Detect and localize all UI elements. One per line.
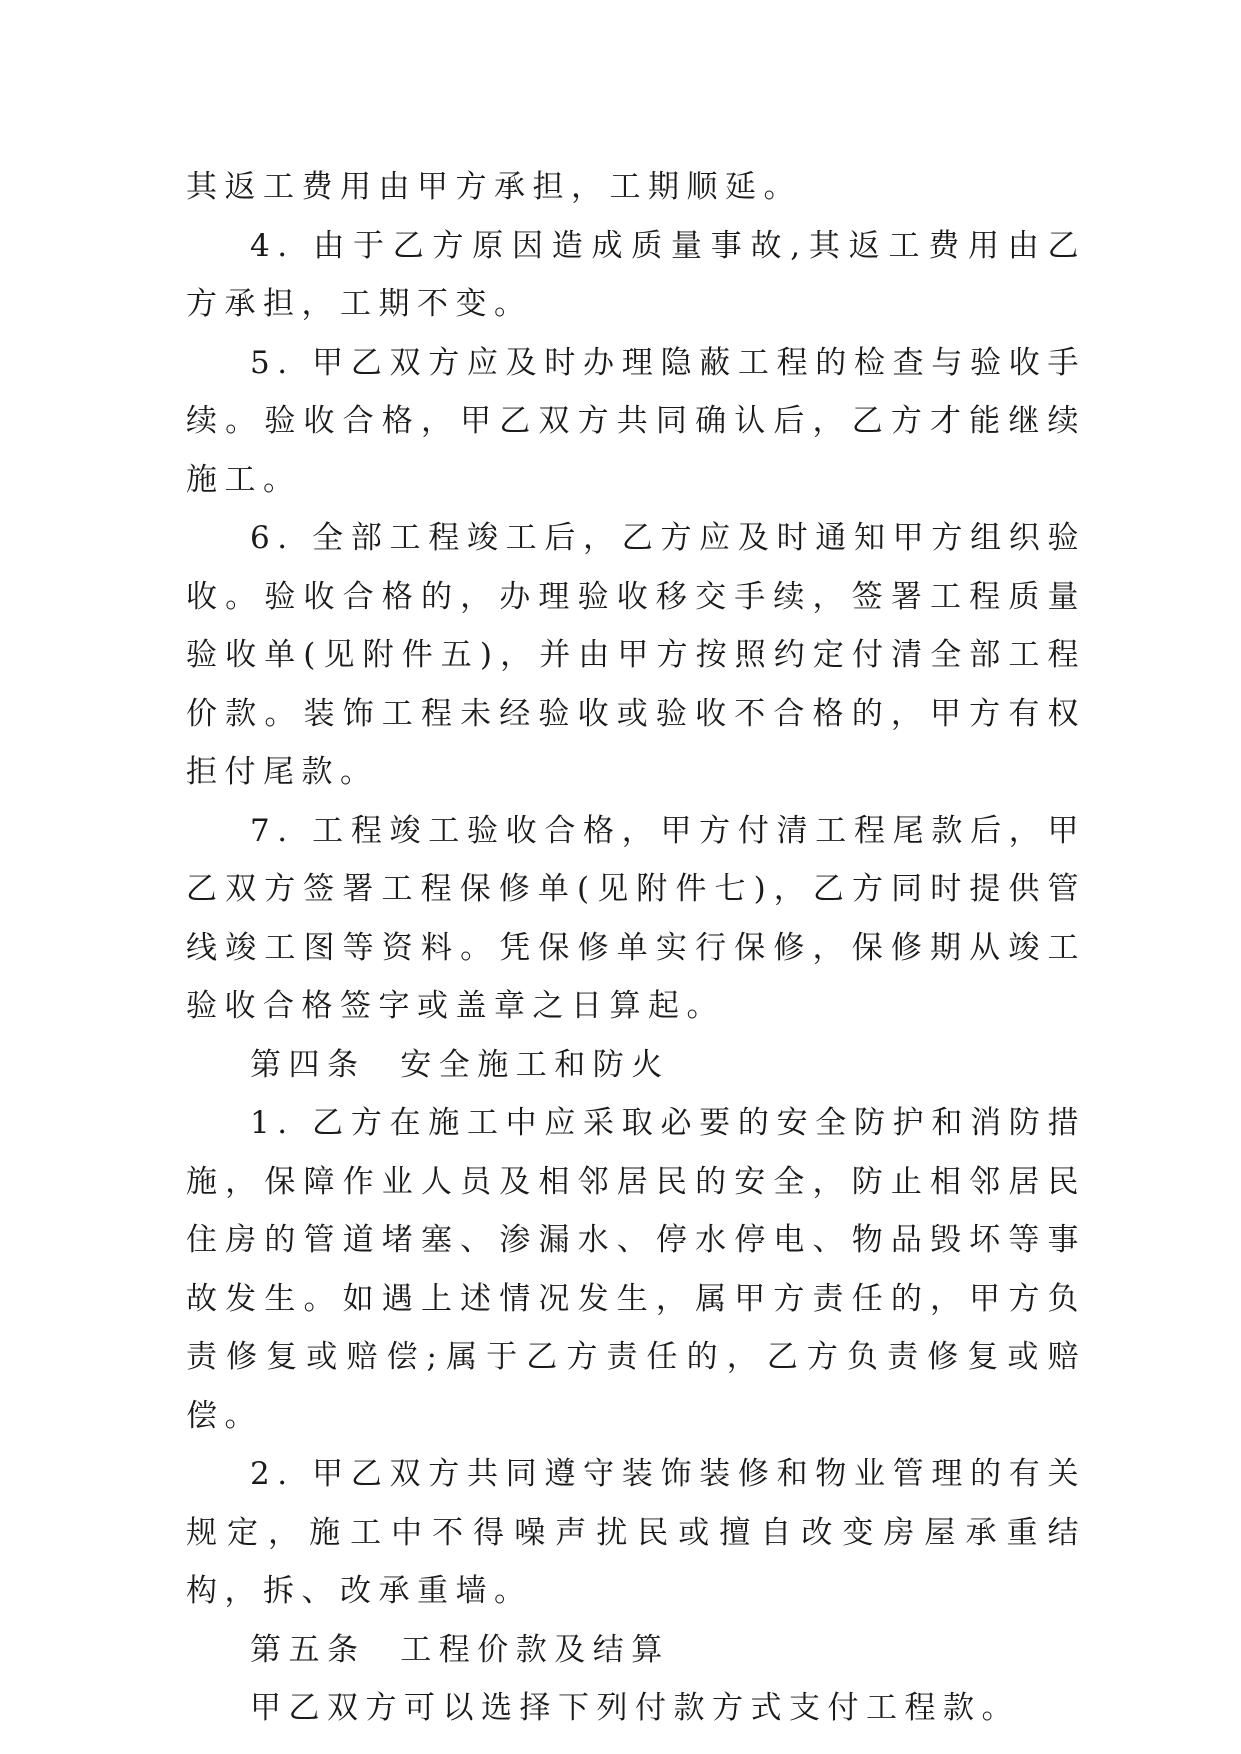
paragraph-item-6: 6. 全部工程竣工后，乙方应及时通知甲方组织验收。验收合格的，办理验收移交手续，签署工程质量验收单(见附件五)，并由甲方按照约定付清全部工程价款。装饰工程未经验收或验收不合格的，甲方有权拒付尾款。 [186,520,1086,790]
paragraph-item-4: 4. 由于乙方原因造成质量事故,其返工费用由乙方承担，工期不变。 [186,227,1086,322]
article-4-item-2: 2. 甲乙双方共同遵守装饰装修和物业管理的有关规定，施工中不得噪声扰民或擅自改变房屋承重结构，拆、改承重墙。 [186,1456,1086,1609]
paragraph-item-5: 5. 甲乙双方应及时办理隐蔽工程的检查与验收手续。验收合格，甲乙双方共同确认后，乙方才能继续施工。 [186,344,1086,498]
paragraph-continuation: 其返工费用由甲方承担，工期顺延。 [186,169,802,205]
article-4-item-1: 1. 乙方在施工中应采取必要的安全防护和消防措施，保障作业人员及相邻居民的安全，防止相邻居民住房的管道堵塞、渗漏水、停水停电、物品毁坏等事故发生。如遇上述情况发生，属甲方责任的，甲方负责修复或赔偿;属于乙方责任的，乙方负责修复或赔偿。 [186,1105,1086,1434]
paragraph-item-7: 7. 工程竣工验收合格，甲方付清工程尾款后，甲乙双方签署工程保修单(见附件七)，乙方同时提供管线竣工图等资料。凭保修单实行保修，保修期从竣工验收合格签字或盖章之日算起。 [186,812,1086,1024]
document-body [186,158,1086,1738]
article-5-intro: 甲乙双方可以选择下列付款方式支付工程款。 [250,1690,1020,1726]
article-4-heading: 第四条 安全施工和防火 [250,1046,670,1083]
article-5-heading: 第五条 工程价款及结算 [250,1631,670,1668]
